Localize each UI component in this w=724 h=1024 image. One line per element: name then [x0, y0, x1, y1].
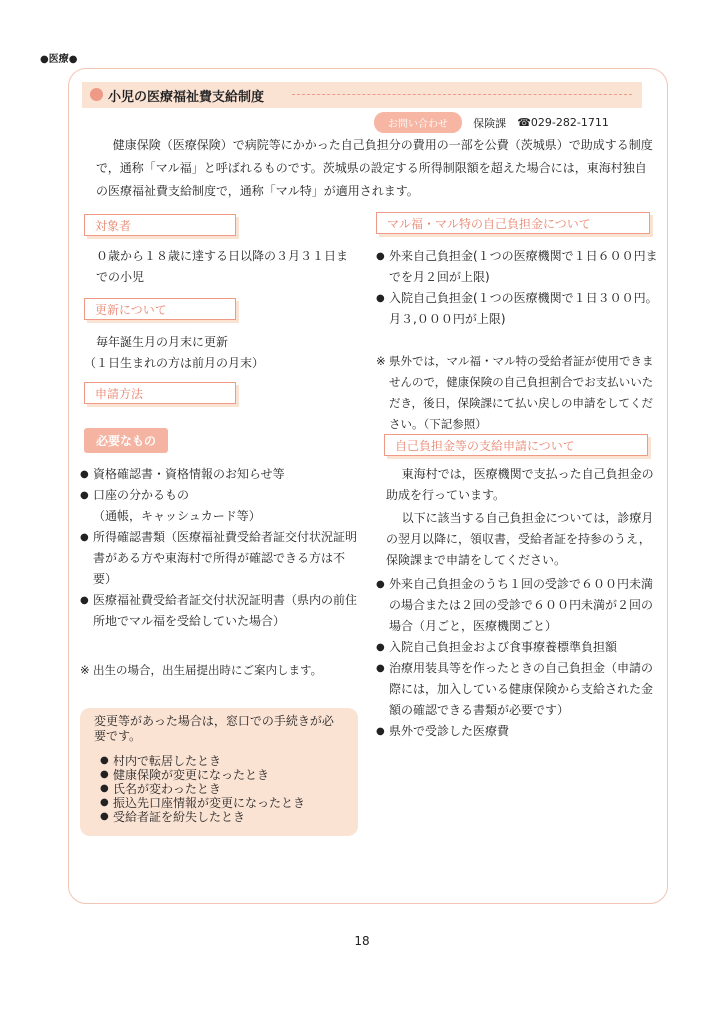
copay-item: ● 入院自己負担金(１つの医療機関で１日３００円。月３,０００円が上限)	[376, 288, 658, 330]
reimbursement-item: ● 外来自己負担金のうち１回の受診で６００円未満の場合または２回の受診で６００円未満が２回の場合（月ごと，医療機関ごと）	[376, 574, 658, 637]
reimbursement-para1: 東海村では，医療機関で支払った自己負担金の助成を行っています。	[386, 467, 654, 502]
eligibility-text: ０歳から１８歳に達する日以降の３月３１日までの小児	[96, 249, 349, 284]
reimbursement-item: ● 県外で受診した医療費	[376, 721, 658, 742]
application-heading: 申請方法	[84, 382, 236, 404]
intro-paragraph: 健康保険（医療保険）で病院等にかかった自己負担分の費用の一部を公費（茨城県）で助成する制度で，通称「マル福」と呼ばれるものです。茨城県の設定する所得制限額を超えた場合には，東海村独自の医療福祉費支給制度で，通称「マル特」が適用されます。	[96, 138, 653, 198]
required-items-heading: 必要なもの	[84, 428, 168, 453]
change-item: ● 振込先口座情報が変更になったとき	[100, 796, 344, 810]
renewal-heading: 更新について	[84, 298, 236, 320]
contact-phone: ☎029-282-1711	[517, 116, 609, 129]
reimbursement-heading: 自己負担金等の支給申請について	[384, 434, 648, 456]
required-item: ● 医療福祉費受給者証交付状況証明書（県内の前住所地でマル福を受給していた場合）	[80, 590, 362, 632]
change-item: ● 健康保険が変更になったとき	[100, 768, 344, 782]
renewal-line2: （１日生まれの方は前月の月末）	[84, 356, 265, 370]
reimbursement-para2: 以下に該当する自己負担金については，診療月の翌月以降に，領収書，受給者証を持参のうえ，保険課まで申請をしてください。	[386, 511, 654, 567]
copay-item: ● 外来自己負担金(１つの医療機関で１日６００円までを月２回が上限)	[376, 246, 658, 288]
section-title-bar	[82, 82, 642, 108]
eligibility-heading: 対象者	[84, 214, 236, 236]
page-number: 18	[354, 934, 370, 948]
change-item: ● 村内で転居したとき	[100, 754, 344, 768]
change-item: ● 氏名が変わったとき	[100, 782, 344, 796]
copay-list	[376, 246, 658, 330]
reimbursement-item: ● 治療用装具等を作ったときの自己負担金（申請の際には，加入している健康保険から支給された金額の確認できる書類が必要です）	[376, 658, 658, 721]
changes-intro: 変更等があった場合は，窓口での手続きが必要です。	[94, 714, 334, 743]
renewal-line1: 毎年誕生月の月末に更新	[96, 335, 229, 349]
bullet-dot-icon	[90, 88, 103, 101]
category-label: ●医療●	[40, 54, 78, 65]
contact-info	[374, 112, 609, 132]
change-item: ● 受給者証を紛失したとき	[100, 810, 344, 824]
title-divider	[292, 94, 632, 95]
section-title: 小児の医療福祉費支給制度	[108, 90, 265, 105]
changes-list	[94, 754, 344, 824]
required-item: ● 資格確認書・資格情報のお知らせ等	[80, 464, 362, 485]
required-items-list	[80, 464, 362, 632]
contact-dept: 保険課	[473, 116, 507, 130]
contact-tag: お問い合わせ	[374, 112, 462, 133]
changes-box	[80, 708, 358, 836]
copay-heading: マル福・マル特の自己負担金について	[376, 212, 650, 234]
required-item: ● 所得確認書類（医療福祉費受給者証交付状況証明書がある方や東海村で所得が確認できる方は不要）	[80, 527, 362, 590]
reimbursement-list	[376, 574, 658, 742]
reimbursement-item: ● 入院自己負担金および食事療養標準負担額	[376, 637, 658, 658]
birth-note: ※ 出生の場合，出生届提出時にご案内します。	[80, 660, 383, 681]
copay-note: ※ 県外では，マル福・マル特の受給者証が使用できませんので，健康保険の自己負担割合でお支払いいただき，後日，保険課にて払い戻しの申請をしてください。（下記参照）	[376, 351, 657, 435]
required-item: ● 口座の分かるもの （通帳，キャッシュカード等）	[80, 485, 362, 527]
